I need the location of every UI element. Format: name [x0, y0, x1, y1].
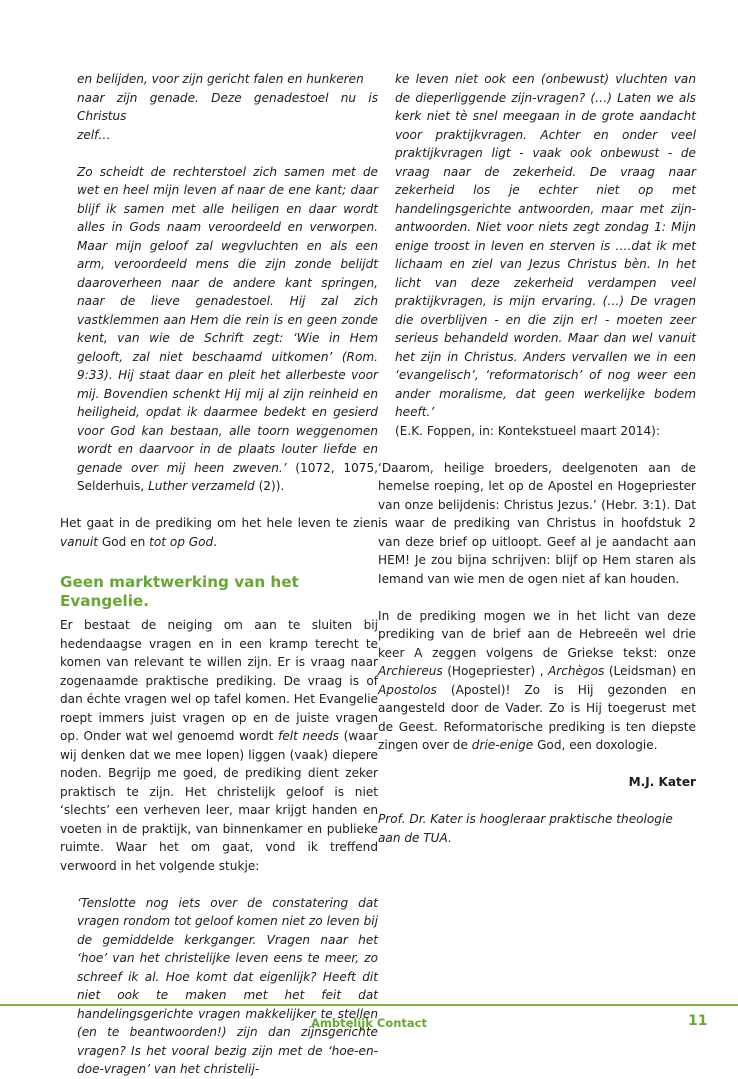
luther-quote-end: en belijden, voor zijn gericht falen en hunkeren naar zijn genade. Deze genadestoel nu is Christus zelf… [77, 72, 378, 142]
left-column [60, 70, 378, 1079]
page-number: 11 [688, 1013, 708, 1029]
luther-quote: Zo scheidt de rechterstoel zich samen met de wet en heel mijn leven af naar de ene kant; daar blijf ik samen met alle heiligen en daar wordt alles in Gods naam veroordeeld en verworpen. Maar mijn geloof zal wegvluchten en als een arm, veroordeeld mens die zijn zonde belijdt daaroverheen naar de andere kant springen, naar de lieve genadestoel. Hij zal zich vastklemmen aan Hem die rein is en geen zonde kent, van wie de Schrift zegt: ‘Wie in Hem gelooft, zal niet beschaamd uitkomen’ (Rom. 9:33). Hij staat daar en pleit het allerbeste voor mij. Bovendien schenkt Hij mij al zijn reinheid en heiligheid, opdat ik daarmee bedekt en gesierd voor God kan bestaan, alle toorn weggenomen wordt en daarvoor in de plaats louter liefde en genade over mij heen zweven.’ (1072, 1075, Selderhuis, Luther verzameld (2)). [77, 164, 378, 493]
foppen-quote-start: ‘Tenslotte nog iets over de constatering dat vragen rondom tot geloof komen niet zo leven bij de gemiddelde kerkganger. Vragen naar het ‘hoe’ van het christelijke leven eens te meer, zo schreef ik al. Hoe komt dat eigenlijk? Heeft dit niet ook te maken met het feit dat handelingsgerichte vragen makkelijker te stellen (en te beantwoorden!) zijn dan zijnsgerichte vragen? Is het vooral bezig zijn met de ‘hoe-en-doe-vragen’ van het christelij- [77, 895, 378, 1076]
paragraph-hebr: ‘Daarom, heilige broeders, deelgenoten aan de hemelse roeping, let op de Apostel en Hogepriester van onze belijdenis: Christus Jezus.’ (Hebr. 3:1). Dat is waar de prediking van Christus in hoofdstuk 2 van deze brief op uitloopt. Geef al je aandacht aan HEM! Je zou bijna schrijven: blijf op Hem staren als Iemand van wie men de ogen niet af kan houden. [378, 460, 696, 586]
footer-divider [0, 1004, 738, 1006]
right-column [378, 70, 696, 847]
magazine-title: Ambtelijk Contact [311, 1016, 427, 1030]
paragraph-vanuit-god: Het gaat in de prediking om het hele leven te zien vanuit God en tot op God. [60, 516, 378, 549]
foppen-quote-cont: ke leven niet ook een (onbewust) vluchten van de dieperliggende zijn-vragen? (…) Laten we als kerk niet tè snel meegaan in de grote aandacht voor praktijkvragen. Achter en onder veel praktijkvragen ligt - vaak ook onbewust - de vraag naar de zekerheid. De vraag naar zekerheid los je echter niet op met handelingsgerichte antwoorden, maar met zijn-antwoorden. Niet voor niets zegt zondag 1: Mijn enige troost in leven en sterven is ….dat ik met lichaam en ziel van Jezus Christus bèn. In het licht van deze zekerheid verdampen veel praktijkvragen, is mijn ervaring. (…) De vragen die overblijven - en die zijn er! - moeten zeer serieus behandeld worden. Maar dan wel vanuit het zijn in Christus. Anders vervallen we in een ‘evangelisch’, ‘reformatorisch’ of nog weer een ander moralisme, dat geen werkelijke bodem heeft.’ (E.K. Foppen, in: Kontekstueel maart 2014): [395, 72, 696, 438]
author-bio: Prof. Dr. Kater is hoogleraar praktische theologie aan de TUA. [378, 812, 673, 845]
section-heading: Geen marktwerking van het Evangelie. [60, 573, 299, 610]
paragraph-marktwerking: Er bestaat de neiging om aan te sluiten bij hedendaagse vragen en in een kramp terecht te komen van relevant te willen zijn. Er is vraag naar zogenaamde praktische prediking. De vraag is of dan échte vragen wel op tafel komen. Het Evangelie roept immers juist vragen op en de juiste vragen op. Onder wat wel genoemd wordt felt needs (waar wij denken dat we mee lopen) liggen (vaak) diepere noden. Begrijp me goed, de prediking dient zeker praktisch te zijn. Het christelijk geloof is niet ‘slechts’ een verheven leer, maar krijgt handen en voeten in de praktijk, van binnenkamer en publieke ruimte. Waar het om gaat, vond ik treffend verwoord in het volgende stukje: [60, 618, 378, 873]
author-signature: M.J. Kater [628, 775, 696, 789]
paragraph-drie-keer-a: In de prediking mogen we in het licht van deze prediking van de brief aan de Hebreeën wel drie keer A zeggen volgens de Griekse tekst: onze Archiereus (Hogepriester) , Archègos (Leidsman) en Apostolos (Apostel)! Zo is Hij gezonden en aangesteld door de Vader. Zo is Hij toegerust met de Geest. Reformatorische prediking is ten diepste zingen over de drie-enige God, een doxologie. [378, 608, 696, 752]
